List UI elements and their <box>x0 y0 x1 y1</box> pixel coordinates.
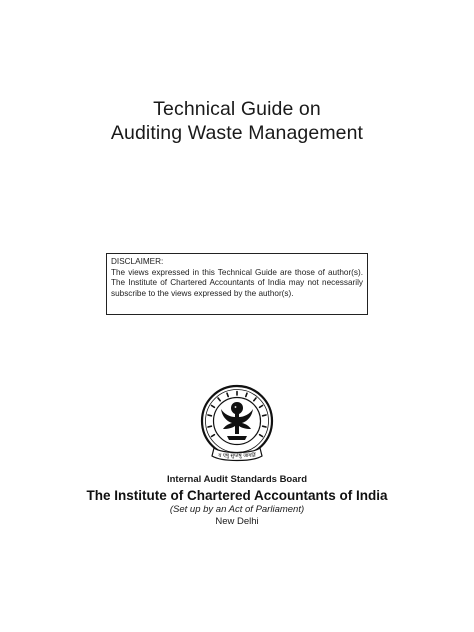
icai-emblem-icon <box>200 384 274 466</box>
title-line-1: Technical Guide on <box>153 98 321 120</box>
disclaimer-heading: DISCLAIMER: <box>111 257 164 266</box>
disclaimer-text: The views expressed in this Technical Guide are those of author(s). The Institute of Chartered Accountants of India may not necessarily subscribe to the views expressed by the author(s). <box>111 267 363 298</box>
publisher-block <box>0 474 474 528</box>
city: New Delhi <box>215 516 259 527</box>
title-block <box>0 97 474 145</box>
title-line-2: Auditing Waste Management <box>110 122 364 144</box>
disclaimer-box <box>106 253 368 315</box>
act-note: (Set up by an Act of Parliament) <box>169 504 305 515</box>
emblem-motto: य एषु सुप्तेषु जागर्ति <box>218 453 256 459</box>
institute-name: The Institute of Chartered Accountants of India <box>86 488 388 503</box>
board-name: Internal Audit Standards Board <box>166 474 308 485</box>
